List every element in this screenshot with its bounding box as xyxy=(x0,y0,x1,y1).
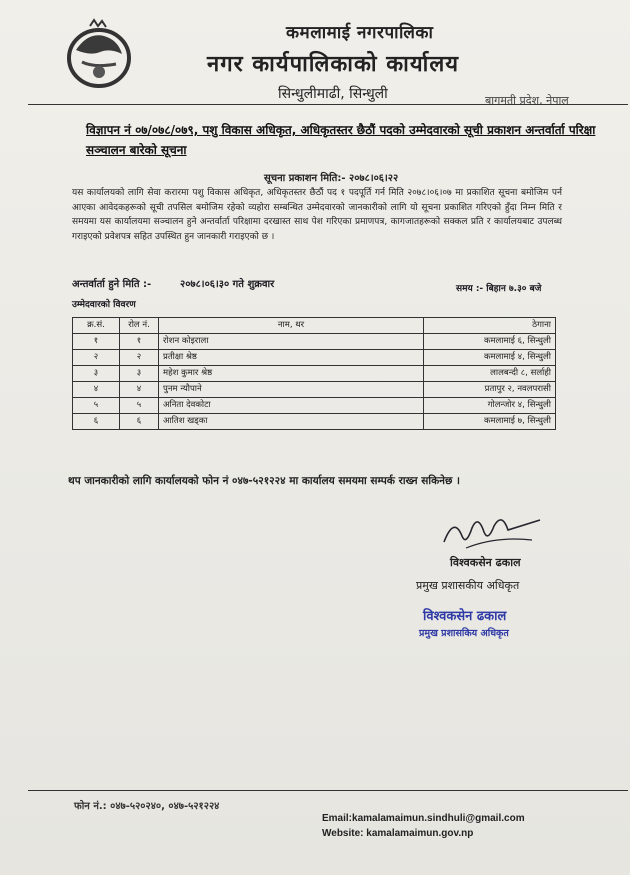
table-row xyxy=(73,350,556,366)
cell-address: प्रतापुर २, नवलपरासी xyxy=(424,382,556,398)
table-row xyxy=(73,414,556,430)
cell-name: अनिता देवकोटा xyxy=(159,398,424,414)
signatory-name: विश्वकसेन ढकाल xyxy=(450,556,521,569)
cell-address: कमलामाई ७, सिन्धुली xyxy=(424,414,556,430)
cell-roll: ४ xyxy=(120,382,159,398)
cell-serial: २ xyxy=(73,350,120,366)
cell-roll: ५ xyxy=(120,398,159,414)
handwritten-signature xyxy=(436,506,546,554)
cell-roll: १ xyxy=(120,334,159,350)
signatory-title: प्रमुख प्रशासकीय अधिकृत xyxy=(416,579,520,592)
stamp-title: प्रमुख प्रशासकिय अधिकृत xyxy=(419,628,509,639)
candidates-table xyxy=(72,317,556,430)
cell-roll: ३ xyxy=(120,366,159,382)
municipality-name: कमलामाई नगरपालिका xyxy=(286,23,434,43)
cell-address: गोलन्जोर ४, सिन्धुली xyxy=(424,398,556,414)
table-row xyxy=(73,398,556,414)
cell-serial: ६ xyxy=(73,414,120,430)
cell-serial: ४ xyxy=(73,382,120,398)
footer-email: Email:kamalamaimun.sindhuli@gmail.com xyxy=(322,813,525,824)
cell-name: आतिश खड्का xyxy=(159,414,424,430)
nepal-emblem-logo xyxy=(60,18,138,92)
cell-serial: ५ xyxy=(73,398,120,414)
cell-name: पुनम न्यौपाने xyxy=(159,382,424,398)
publish-date: सूचना प्रकाशन मिति:- २०७८।०६।२२ xyxy=(264,173,399,184)
candidates-heading: उम्मेदवारको विवरण xyxy=(72,300,136,310)
table-row xyxy=(73,382,556,398)
cell-name: रोशन कोइराला xyxy=(159,334,424,350)
table-row xyxy=(73,334,556,350)
interview-time: समय :- बिहान ७.३० बजे xyxy=(456,284,542,294)
notice-title: विज्ञापन नं ०७/०७८/०७९, पशु विकास अधिकृत, अधिकृतस्तर छैठौं पदको उम्मेदवारको सूची प्रकाशन अन्तर्वार्ता परिक्षा सञ्चालन बारेको सूचना xyxy=(86,123,596,157)
interview-date: २०७८।०६।३० गते शुक्रवार xyxy=(180,279,275,290)
cell-address: कमलामाई ४, सिन्धुली xyxy=(424,350,556,366)
cell-address: कमलामाई ६, सिन्धुली xyxy=(424,334,556,350)
col-roll-header: रोल नं. xyxy=(120,318,159,334)
footer-website: Website: kamalamaimun.gov.np xyxy=(322,828,474,839)
cell-roll: ६ xyxy=(120,414,159,430)
col-serial-header: क्र.सं. xyxy=(73,318,120,334)
header-divider xyxy=(28,104,628,105)
district-line: सिन्धुलीमाढी, सिन्धुली xyxy=(278,86,388,102)
office-name: नगर कार्यपालिकाको कार्यालय xyxy=(207,52,459,77)
footer-phone: फोन नं.: ०४७-५२०२४०, ०४७-५२१२२४ xyxy=(74,801,220,812)
cell-roll: २ xyxy=(120,350,159,366)
cell-serial: १ xyxy=(73,334,120,350)
stamp-name: विश्वकसेन ढकाल xyxy=(423,609,507,624)
notice-body: यस कार्यालयको लागि सेवा करारमा पशु विकास अधिकृत, अधिकृतस्तर छैठौं पद १ पदपूर्ति गर्न मिति २०७८।०६।०७ मा प्रकाशित सूचना बमोजिम पर्न आएका आवेदकहरूको सूची तपसिल बमोजिम रहेको व्यहोरा सम्बन्धित उम्मेदवारको जानकारीको लागि यो सूचना प्रकाशित गरिएको हुँदा निम्न मिति र समयमा यस कार्यालयमा सञ्चालन हुने अन्तर्वार्ता परिक्षामा दरखास्त साथ पेश गरिएका प्रमाणपत्र, कागजातहरूको सक्कल प्रति र कार्यालयबाट उपलब्ध गराइएको प्रवेशपत्र सहित उपस्थित हुन जानकारी गराइएको छ । xyxy=(72,188,562,242)
footer-divider xyxy=(28,790,628,791)
table-row xyxy=(73,366,556,382)
cell-name: महेश कुमार श्रेष्ठ xyxy=(159,366,424,382)
province-line: बागमती प्रदेश, नेपाल xyxy=(485,94,569,107)
contact-note: थप जानकारीको लागि कार्यालयको फोन नं ०४७-५२१२२४ मा कार्यालय समयमा सम्पर्क राख्न सकिनेछ । xyxy=(68,475,460,487)
table-header-row xyxy=(73,318,556,334)
cell-serial: ३ xyxy=(73,366,120,382)
col-name-header: नाम, थर xyxy=(159,318,424,334)
cell-name: प्रतीक्षा श्रेष्ठ xyxy=(159,350,424,366)
interview-label: अन्तर्वार्ता हुने मिति :- xyxy=(72,279,152,290)
cell-address: लालबन्दी ८, सर्लाही xyxy=(424,366,556,382)
col-address-header: ठेगाना xyxy=(424,318,556,334)
